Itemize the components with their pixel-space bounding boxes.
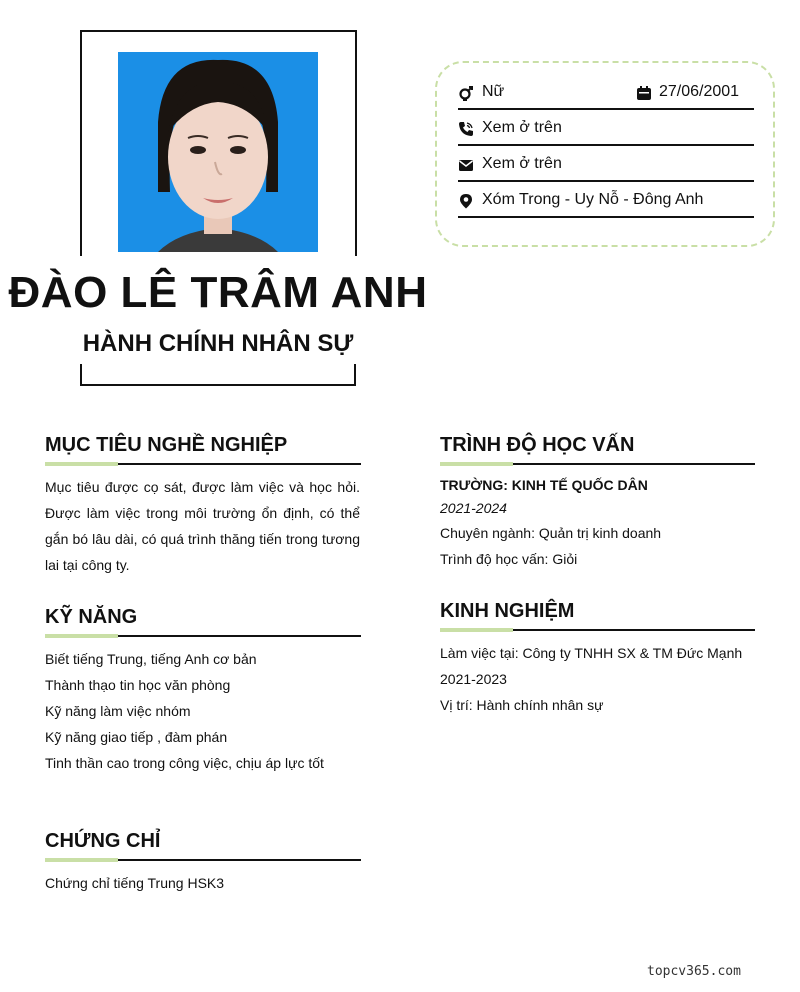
phone-icon bbox=[458, 121, 474, 137]
contact-row-email bbox=[458, 148, 754, 182]
candidate-name: ĐÀO LÊ TRÂM ANH bbox=[8, 268, 428, 317]
address-value: Xóm Trong - Uy Nỗ - Đông Anh bbox=[482, 191, 704, 208]
footer-watermark: topcv365.com bbox=[647, 964, 741, 979]
certificates-divider bbox=[45, 859, 361, 861]
education-years: 2021-2024 bbox=[440, 500, 507, 516]
education-school: TRƯỜNG: KINH TẾ QUỐC DÂN bbox=[440, 477, 648, 493]
skill-item: Tinh thần cao trong công việc, chịu áp lực tốt bbox=[45, 755, 324, 771]
education-level: Trình độ học vấn: Giỏi bbox=[440, 551, 578, 567]
experience-divider bbox=[440, 629, 755, 631]
skills-heading: KỸ NĂNG bbox=[45, 606, 138, 628]
objective-heading: MỤC TIÊU NGHỀ NGHIỆP bbox=[45, 434, 288, 456]
contact-row-address bbox=[458, 184, 754, 218]
divider-accent bbox=[440, 462, 513, 466]
photo-frame-bottom bbox=[80, 364, 356, 386]
divider-accent bbox=[45, 462, 118, 466]
education-major: Chuyên ngành: Quản trị kinh doanh bbox=[440, 525, 662, 541]
email-icon bbox=[458, 157, 474, 173]
job-title: HÀNH CHÍNH NHÂN SỰ bbox=[82, 330, 354, 357]
objective-text: Mục tiêu được cọ sát, được làm việc và học hỏi. Được làm việc trong môi trường ổn định, có thể gắn bó lâu dài, có quá trình thăng tiến trong tương lai tại công ty. bbox=[45, 479, 360, 573]
skill-item: Biết tiếng Trung, tiếng Anh cơ bản bbox=[45, 651, 257, 667]
skills-divider bbox=[45, 635, 361, 637]
email-value: Xem ở trên bbox=[482, 155, 562, 172]
education-heading: TRÌNH ĐỘ HỌC VẤN bbox=[440, 434, 635, 456]
experience-position: Vị trí: Hành chính nhân sự bbox=[440, 697, 604, 713]
skill-item: Kỹ năng giao tiếp , đàm phán bbox=[45, 729, 228, 745]
objective-divider bbox=[45, 463, 361, 465]
certificate-item: Chứng chỉ tiếng Trung HSK3 bbox=[45, 875, 225, 891]
certificates-heading: CHỨNG CHỈ bbox=[45, 830, 161, 852]
phone-value: Xem ở trên bbox=[482, 119, 562, 136]
experience-heading: KINH NGHIỆM bbox=[440, 600, 575, 622]
dob-value: 27/06/2001 bbox=[659, 83, 740, 100]
experience-company: Làm việc tại: Công ty TNHH SX & TM Đức Mạnh bbox=[440, 645, 743, 661]
divider-accent bbox=[45, 858, 118, 862]
gender-icon bbox=[458, 85, 474, 101]
skill-item: Kỹ năng làm việc nhóm bbox=[45, 703, 191, 719]
education-divider bbox=[440, 463, 755, 465]
contact-row-gender-dob bbox=[458, 76, 754, 110]
location-pin-icon bbox=[458, 193, 474, 209]
calendar-icon bbox=[636, 85, 652, 101]
contact-box bbox=[435, 61, 775, 247]
skill-item: Thành thạo tin học văn phòng bbox=[45, 677, 231, 693]
contact-row-phone bbox=[458, 112, 754, 146]
gender-value: Nữ bbox=[482, 83, 505, 100]
divider-accent bbox=[440, 628, 513, 632]
divider-accent bbox=[45, 634, 118, 638]
experience-years: 2021-2023 bbox=[440, 671, 507, 687]
profile-photo bbox=[118, 52, 318, 252]
